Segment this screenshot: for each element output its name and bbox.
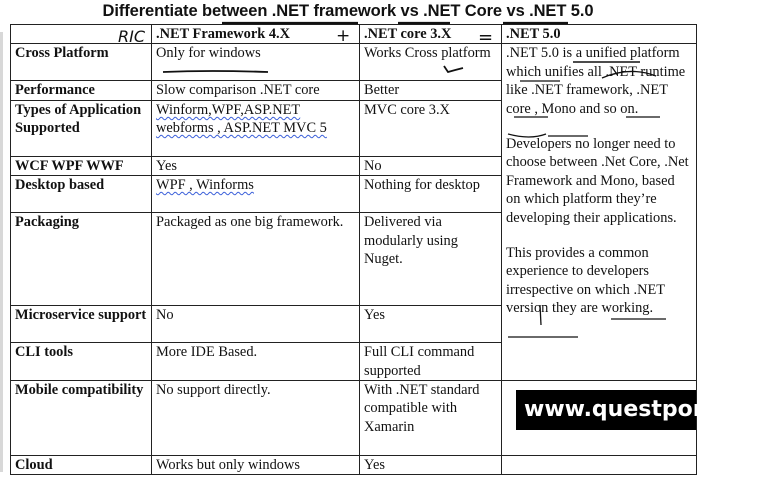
header-feature [11,25,152,44]
net5-paragraph [506,244,692,318]
net5-paragraph-text: This provides a common experience to developers irrespective on which .NET version they are working. [506,245,665,317]
core-cell: Delivered via modularly using Nuget. [360,213,502,306]
core-cell: MVC core 3.X [360,100,502,156]
handwritten-plus: + [336,26,351,46]
feature-cell: Cross Platform [11,44,152,81]
page-title: Differentiate between .NET framework vs .NET Core vs .NET 5.0 [102,2,594,20]
core-cell: With .NET standard compatible with Xamarin [360,381,502,456]
framework-cell: Yes [152,156,360,175]
framework-cell: No support directly. [152,381,360,456]
net5-paragraph [506,135,692,227]
core-cell: Better [360,81,502,100]
framework-cell: Works but only windows [152,456,360,475]
header-net-core: .NET core 3.X [360,25,502,44]
net5-paragraph [506,44,692,118]
framework-cell-text: WPF , Winforms [156,177,254,194]
table-row [11,44,697,81]
feature-cell: Mobile compatibility [11,381,152,456]
framework-cell [152,176,360,213]
feature-cell: Performance [11,81,152,100]
framework-cell: More IDE Based. [152,343,360,381]
table-row [11,456,697,475]
feature-cell: Cloud [11,456,152,475]
feature-cell: CLI tools [11,343,152,381]
core-cell: Yes [360,456,502,475]
watermark-banner: www.questpond.com [516,390,696,430]
core-cell: Works Cross platform [360,44,502,81]
header-net-framework: .NET Framework 4.X [152,25,360,44]
core-cell: Yes [360,306,502,343]
handwritten-tag: RIC [118,27,146,46]
left-edge-bar [0,32,3,472]
core-cell: Full CLI command supported [360,343,502,381]
net5-empty-cell [502,456,697,475]
framework-cell: Only for windows [152,44,360,81]
net5-paragraph-text: Developers no longer need to choose between .Net Core, .Net Framework and Mono, based on which platform they’re developing their applications. [506,136,689,226]
header-net5: .NET 5.0 [502,25,697,44]
net5-description-cell [502,44,697,381]
net5-paragraph-text: .NET 5.0 is a unified platform which unifies all .NET runtime like .NET framework, .NET core , Mono and so on. [506,45,686,117]
core-cell: Nothing for desktop [360,176,502,213]
feature-cell: Desktop based [11,176,152,213]
feature-cell: Types of Application Supported [11,100,152,156]
feature-cell: Packaging [11,213,152,306]
framework-cell [152,100,360,156]
feature-cell: Microservice support [11,306,152,343]
handwritten-equals: = [478,27,494,48]
core-cell: No [360,156,502,175]
feature-cell: WCF WPF WWF [11,156,152,175]
framework-cell: Packaged as one big framework. [152,213,360,306]
header-row [11,25,697,44]
framework-cell: Slow comparison .NET core [152,81,360,100]
framework-cell: No [152,306,360,343]
framework-cell-text: Winform,WPF,ASP.NET webforms , ASP.NET MVC 5 [156,101,327,137]
